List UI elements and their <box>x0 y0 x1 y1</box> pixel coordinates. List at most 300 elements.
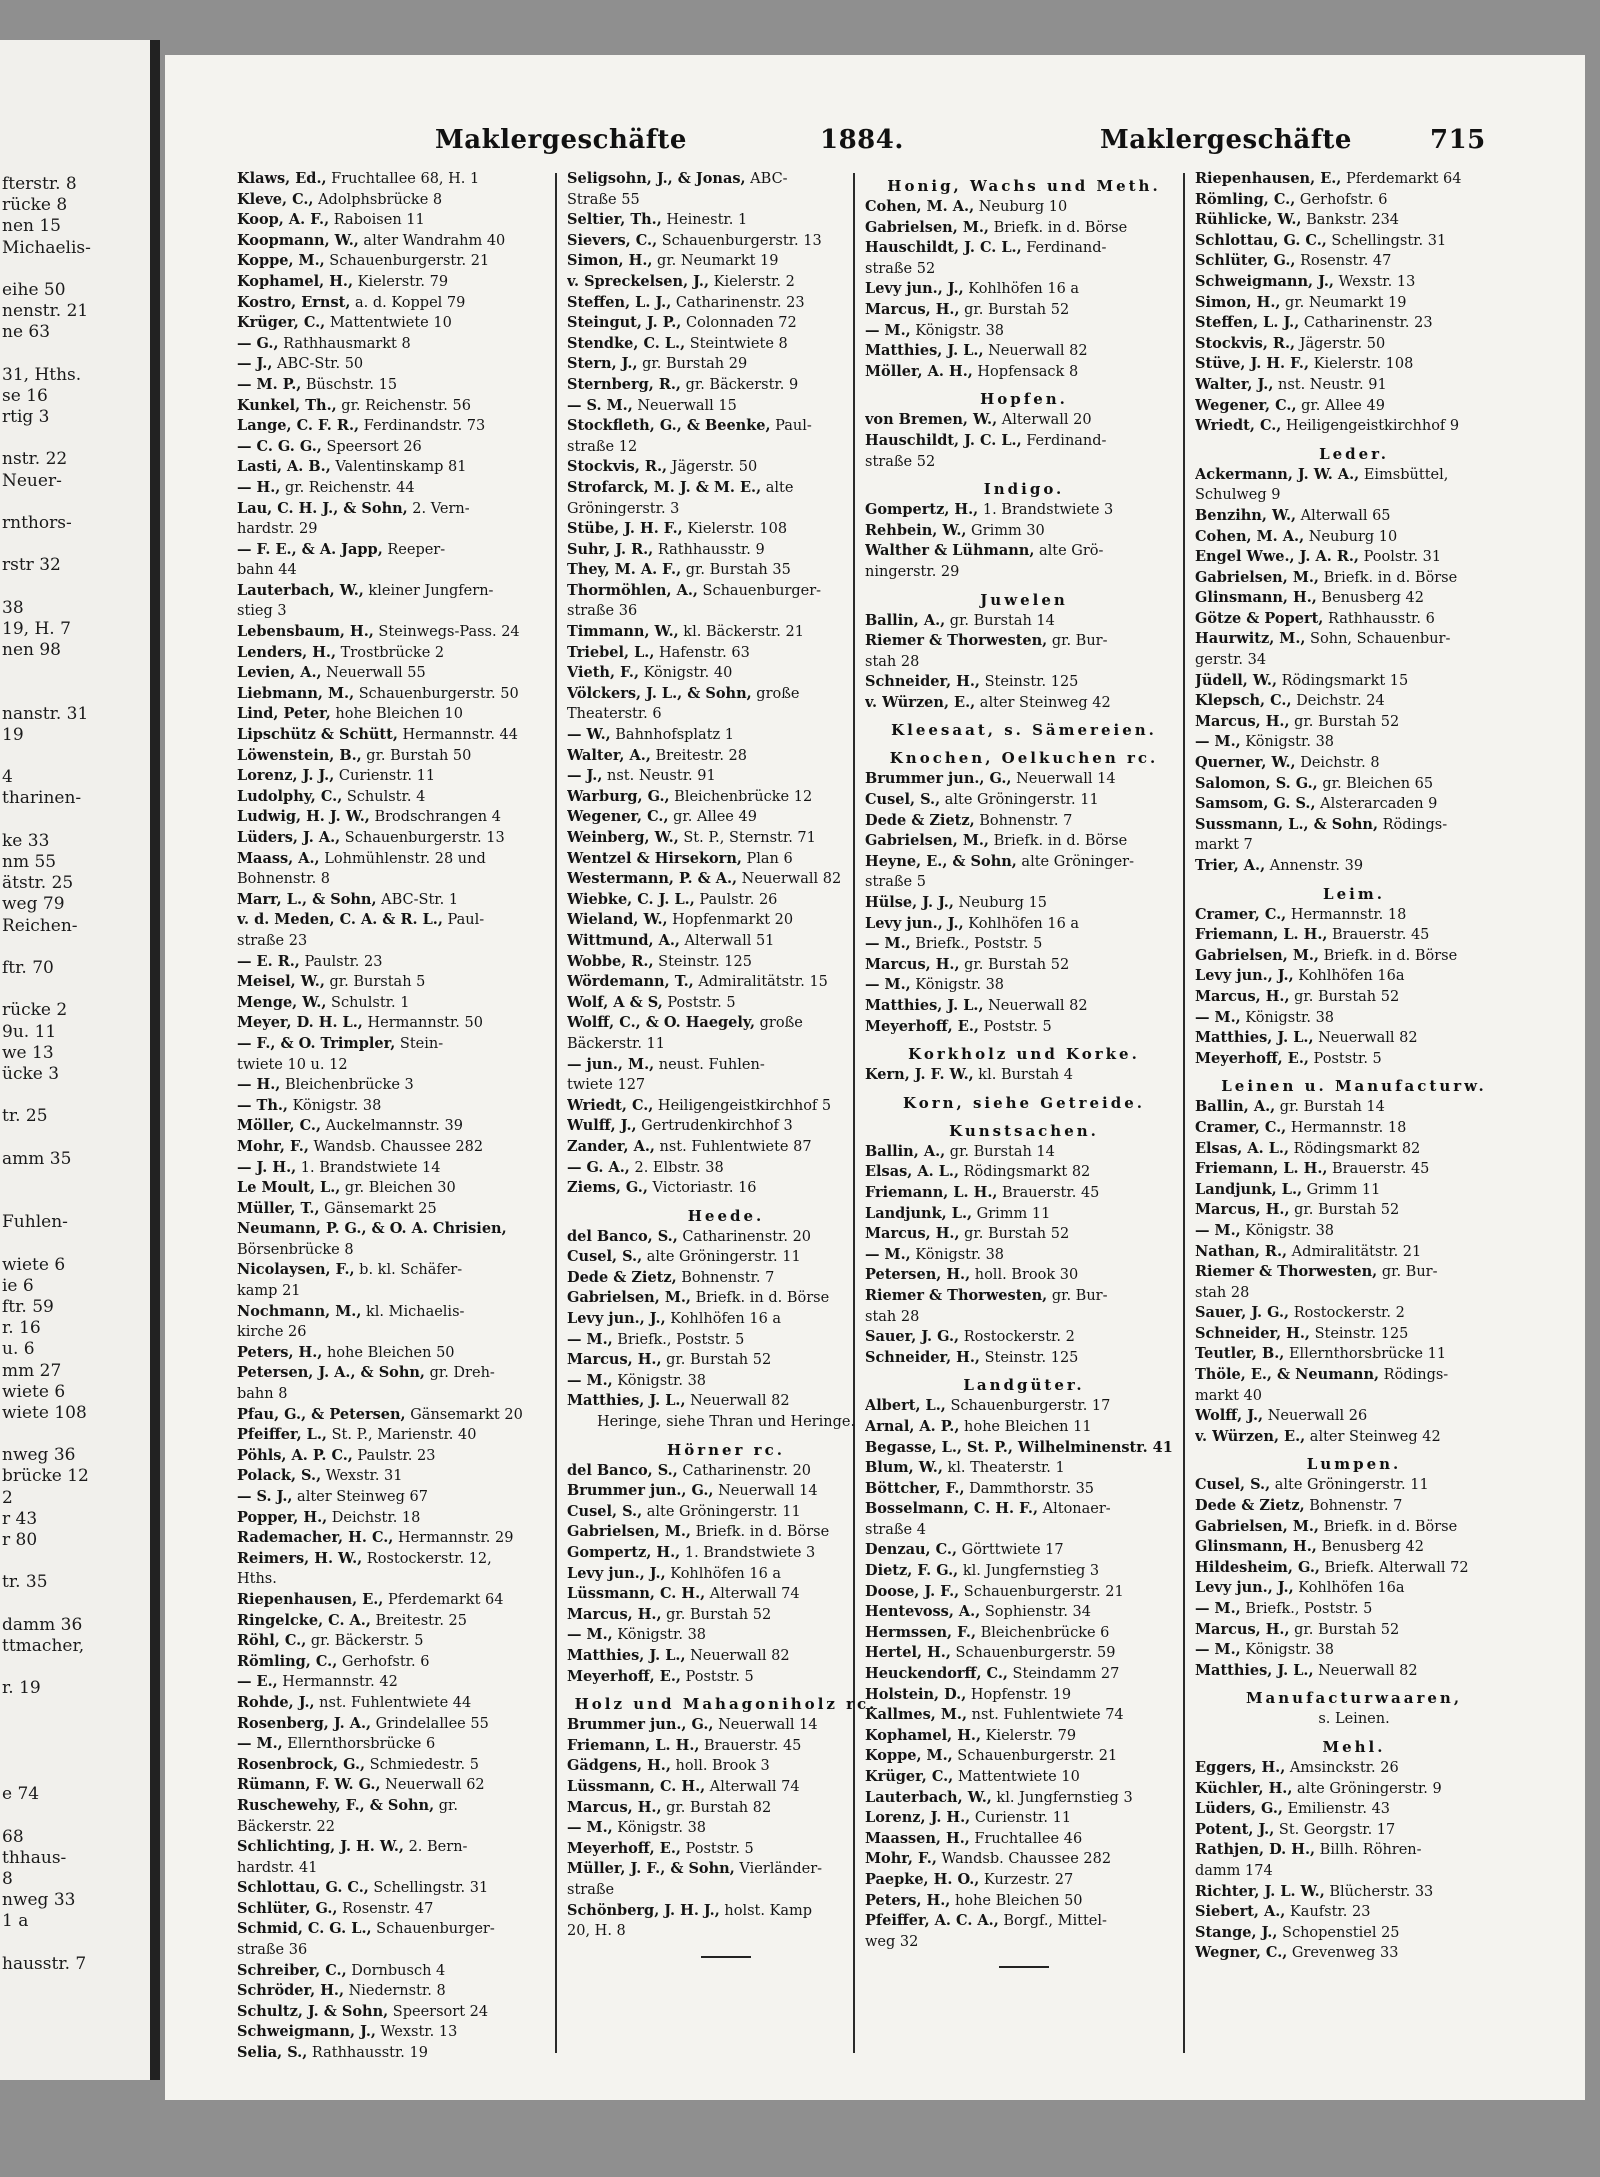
directory-entry <box>865 1685 1183 1706</box>
entry-address: Steinstr. 125 <box>653 953 752 970</box>
section-heading: Korn, siehe Getreide. <box>902 1093 1145 1112</box>
entry-name: — J., <box>567 767 603 785</box>
entry-address: gr. Burstah 52 <box>1289 1202 1400 1219</box>
entry-address: Rostockerstr. 2 <box>1289 1305 1405 1322</box>
entry-address: ABC-Str. 50 <box>272 356 364 373</box>
entry-name: Gabrielsen, M., <box>865 218 989 236</box>
column-4 <box>1195 169 1513 1964</box>
directory-entry <box>567 1667 885 1688</box>
directory-entry <box>1195 794 1513 815</box>
directory-entry <box>1195 629 1513 650</box>
directory-entry <box>865 1017 1183 1038</box>
directory-entry <box>865 1623 1183 1644</box>
entry-address: Görttwiete 17 <box>957 1542 1064 1559</box>
entry-address: Wexstr. 13 <box>375 2024 458 2041</box>
entry-name: Riepenhausen, E., <box>1195 170 1342 187</box>
directory-entry <box>1195 272 1513 293</box>
directory-entry <box>865 955 1183 976</box>
entry-name: Wieland, W., <box>567 911 668 929</box>
directory-entry <box>1195 987 1513 1008</box>
previous-page-line: nen 98 <box>2 640 61 661</box>
directory-entry <box>567 1309 885 1330</box>
directory-entry <box>865 300 1183 321</box>
entry-name: Brummer jun., G., <box>567 1482 714 1500</box>
previous-page-line <box>0 1127 150 1148</box>
previous-page-line: Reichen- <box>2 915 78 936</box>
entry-name: — J. H., <box>237 1158 297 1176</box>
entry-name: Richter, J. L. W., <box>1195 1882 1325 1900</box>
directory-entry <box>567 581 885 602</box>
page-header <box>165 125 1585 161</box>
entry-name: — E. R., <box>237 952 300 970</box>
entry-address: Poolstr. 31 <box>1358 549 1442 566</box>
directory-entry <box>237 1260 555 1281</box>
entry-address: Wandsb. Chaussee 282 <box>936 1851 1112 1868</box>
directory-entry <box>567 1391 885 1412</box>
directory-entry <box>1195 671 1513 692</box>
directory-entry <box>237 1549 555 1570</box>
directory-entry <box>865 914 1183 935</box>
entry-address: Königstr. 38 <box>1240 734 1335 751</box>
entry-name: Steffen, L. J., <box>567 293 672 311</box>
directory-entry <box>237 1487 555 1508</box>
entry-address: Königstr. 38 <box>910 322 1005 339</box>
directory-entry <box>865 1561 1183 1582</box>
entry-address: Heinestr. 1 <box>661 212 748 229</box>
entry-name: Liebmann, M., <box>237 684 355 702</box>
entry-name: Kern, J. F. W., <box>865 1066 974 1084</box>
previous-page-line <box>0 1763 150 1784</box>
directory-entry <box>567 766 885 787</box>
entry-name: Rühlicke, W., <box>1195 211 1302 229</box>
entry-name: Cusel, S., <box>567 1502 643 1520</box>
entry-address: Gerhofstr. 6 <box>337 1653 430 1670</box>
directory-entry <box>567 952 885 973</box>
entry-name: — M., <box>865 321 911 339</box>
entry-name: Ziems, G., <box>567 1179 648 1197</box>
directory-entry <box>237 972 555 993</box>
directory-entry <box>237 334 555 355</box>
directory-entry <box>567 1013 885 1034</box>
entry-name: Marcus, H., <box>865 1225 960 1243</box>
entry-name: v. Würzen, E., <box>865 693 976 711</box>
entry-name: Matthies, J. L., <box>865 997 984 1014</box>
entry-address: gr. Bäckerstr. 9 <box>680 376 799 393</box>
entry-name: Stübe, J. H. F., <box>567 520 683 538</box>
entry-name: Schreiber, C., <box>237 1961 347 1979</box>
entry-address: Ellernthorsbrücke 11 <box>1284 1346 1447 1363</box>
directory-entry <box>1195 1118 1513 1139</box>
entry-address: Rödingsmarkt 15 <box>1277 672 1409 689</box>
entry-name: v. d. Meden, C. A. & R. L., <box>237 911 443 929</box>
directory-entry <box>1195 1242 1513 1263</box>
entry-name: Meyerhoff, E., <box>865 1017 979 1035</box>
entry-name: Koopmann, W., <box>237 231 359 249</box>
entry-address: Curienstr. 11 <box>334 768 436 785</box>
entry-name: Wegener, C., <box>567 808 669 826</box>
column-divider <box>1183 173 1185 2053</box>
entry-name: Kophamel, H., <box>865 1726 981 1744</box>
entry-name: Haurwitz, M., <box>1195 630 1306 648</box>
entry-name: Wriedt, C., <box>1195 417 1282 435</box>
entry-name: — M., <box>1195 1600 1241 1617</box>
directory-entry <box>865 238 1183 259</box>
directory-entry <box>865 975 1183 996</box>
directory-entry <box>567 1543 885 1564</box>
directory-entry <box>567 828 885 849</box>
running-title-right: Maklergeschäfte <box>1100 125 1352 155</box>
entry-name: Sauer, J. G., <box>1195 1304 1290 1322</box>
directory-entry <box>567 910 885 931</box>
directory-entry <box>865 1458 1183 1479</box>
previous-page-line: brücke 12 <box>2 1466 89 1487</box>
entry-address: gr. Allee 49 <box>668 809 757 826</box>
directory-entry <box>237 2002 555 2023</box>
directory-entry <box>1195 1097 1513 1118</box>
entry-address: Steinwegs-Pass. 24 <box>373 624 520 641</box>
entry-address: Wexstr. 31 <box>321 1468 403 1485</box>
entry-name: Sussmann, L., & Sohn, <box>1195 815 1379 833</box>
entry-name: Rademacher, H. C., <box>237 1529 394 1547</box>
directory-entry <box>1195 354 1513 375</box>
directory-entry <box>237 1817 555 1838</box>
directory-entry <box>237 1672 555 1693</box>
entry-name: Siebert, A., <box>1195 1903 1286 1921</box>
directory-entry <box>865 1224 1183 1245</box>
entry-address: Kielerstr. 79 <box>981 1727 1077 1744</box>
directory-entry <box>237 1652 555 1673</box>
directory-entry <box>567 231 885 252</box>
entry-name: von Bremen, W., <box>865 411 998 429</box>
directory-entry <box>237 601 555 622</box>
directory-entry <box>865 1520 1183 1541</box>
entry-address: Neuerwall 82 <box>685 1393 790 1410</box>
entry-name: Lauterbach, W., <box>237 581 364 599</box>
directory-entry <box>567 1288 885 1309</box>
entry-address: Alterwall 74 <box>705 1586 800 1603</box>
entry-address: alte Gröningerstr. 11 <box>940 792 1099 809</box>
directory-entry <box>237 1425 555 1446</box>
entry-address: Rostockerstr. 12, <box>362 1550 492 1567</box>
directory-entry <box>1195 375 1513 396</box>
entry-address: holl. Brook 30 <box>970 1267 1079 1284</box>
previous-page-line: 8 <box>2 1869 13 1889</box>
directory-entry <box>567 622 885 643</box>
entry-address: Lohmühlenstr. 28 und <box>319 850 486 867</box>
entry-name: Wolf, A & S, <box>567 993 663 1011</box>
directory-entry <box>237 1899 555 1920</box>
entry-name: Schlottau, G. C., <box>1195 231 1327 249</box>
directory-entry <box>1195 1324 1513 1345</box>
entry-address: 1. Brandstwiete 3 <box>680 1545 816 1561</box>
entry-name: Le Moult, L., <box>237 1179 341 1197</box>
entry-name: Matthies, J. L., <box>1195 1661 1314 1679</box>
entry-name: Menge, W., <box>237 993 327 1011</box>
directory-entry <box>1195 1028 1513 1049</box>
directory-entry <box>237 1693 555 1714</box>
entry-address: Valentinskamp 81 <box>330 459 467 476</box>
entry-name: Lüders, G., <box>1195 1800 1283 1818</box>
entry-address: Alterwall 74 <box>705 1778 800 1795</box>
directory-entry <box>865 1643 1183 1664</box>
entry-name: Levy jun., J., <box>567 1310 666 1328</box>
entry-address: große <box>755 1015 803 1032</box>
entry-address: Hermannstr. 50 <box>362 1015 483 1032</box>
entry-name: Wentzel & Hirsekorn, <box>567 849 742 867</box>
entry-name: Rosenbrock, G., <box>237 1755 366 1773</box>
directory-entry <box>865 1162 1183 1183</box>
entry-address: straße 52 <box>865 260 936 277</box>
entry-name: Hertel, H., <box>865 1644 951 1662</box>
previous-page-line: tr. 25 <box>2 1106 48 1127</box>
entry-address: gr. Burstah 14 <box>945 1143 1055 1160</box>
directory-entry <box>865 631 1183 652</box>
entry-address: Breitestr. 28 <box>650 747 747 764</box>
entry-name: Heuckendorff, C., <box>865 1665 1008 1683</box>
entry-address: Neuerwall 82 <box>685 1647 790 1664</box>
entry-address: Kohlhöfen 16 a <box>665 1311 782 1328</box>
entry-name: Marcus, H., <box>865 955 960 973</box>
entry-address: Bleichenbrücke 12 <box>669 788 813 805</box>
entry-name: — M., <box>1195 1641 1241 1659</box>
directory-entry <box>237 1034 555 1055</box>
section-heading: Kleesaat, s. Sämereien. <box>891 721 1157 740</box>
directory-entry <box>567 643 885 664</box>
entry-name: Glinsmann, H., <box>1195 589 1317 607</box>
entry-name: Riemer & Thorwesten, <box>1195 1263 1378 1281</box>
entry-name: Neumann, P. G., & O. A. Chrisien, <box>237 1220 507 1238</box>
entry-address: kl. Burstah 4 <box>973 1067 1073 1084</box>
previous-page-line <box>0 577 150 598</box>
entry-name: Dede & Zietz, <box>1195 1497 1305 1515</box>
previous-page-line: hausstr. 7 <box>2 1953 87 1974</box>
entry-name: Mohr, F., <box>237 1137 309 1155</box>
entry-address: alte Gröningerstr. 11 <box>642 1503 801 1520</box>
entry-address: Neuburg 15 <box>953 895 1048 912</box>
entry-name: — F., & O. Trimpler, <box>237 1034 396 1052</box>
entry-name: Marcus, H., <box>1195 1620 1290 1638</box>
directory-entry <box>865 1540 1183 1561</box>
entry-name: Marcus, H., <box>567 1351 662 1369</box>
entry-name: Nochmann, M., <box>237 1302 362 1320</box>
entry-name: Pfeiffer, A. C. A., <box>865 1912 999 1930</box>
entry-address: Ferdinand- <box>1021 240 1107 257</box>
entry-address: Hermannstr. 29 <box>393 1530 514 1547</box>
directory-entry <box>865 452 1183 473</box>
previous-page-line <box>0 1551 150 1572</box>
entry-address: Hafenstr. 63 <box>654 644 750 661</box>
entry-address: Schauenburgerstr. 13 <box>657 232 822 249</box>
directory-entry <box>1195 1661 1513 1682</box>
directory-entry <box>237 169 555 190</box>
entry-address: Dornbusch 4 <box>346 1962 446 1979</box>
directory-entry <box>237 766 555 787</box>
entry-name: Lorenz, J. J., <box>237 767 335 785</box>
entry-address: Paul- <box>442 912 485 929</box>
entry-address: kl. Jungfernstieg 3 <box>991 1789 1133 1806</box>
directory-entry <box>237 1384 555 1405</box>
entry-address: Neuerwall 82 <box>737 871 842 888</box>
entry-address: Neuburg 10 <box>1304 528 1398 545</box>
directory-entry <box>567 272 885 293</box>
entry-address: Neuerwall 14 <box>713 1717 818 1734</box>
directory-entry <box>567 313 885 334</box>
entry-address: Schellingstr. 31 <box>368 1880 489 1897</box>
entry-name: Levy jun., J., <box>865 280 964 298</box>
entry-address: alte Gröningerstr. 11 <box>1270 1477 1429 1494</box>
directory-entry <box>237 1528 555 1549</box>
previous-page-line <box>0 492 150 513</box>
entry-address: 1. Brandstwiete 14 <box>296 1159 441 1176</box>
directory-entry <box>1195 1475 1513 1496</box>
directory-entry <box>865 672 1183 693</box>
directory-entry <box>567 354 885 375</box>
previous-page-line <box>0 1594 150 1615</box>
directory-entry <box>567 1777 885 1798</box>
previous-page-line: nen 15 <box>2 216 61 237</box>
entry-name: Matthies, J. L., <box>1195 1029 1314 1047</box>
entry-name: Jüdell, W., <box>1195 671 1278 689</box>
column-end-rule <box>999 1966 1049 1968</box>
directory-entry <box>567 1839 885 1860</box>
entry-name: — jun., M., <box>567 1055 655 1073</box>
entry-address: Emilienstr. 43 <box>1282 1801 1391 1818</box>
entry-name: Peters, H., <box>237 1343 323 1361</box>
entry-address: Königstr. 38 <box>1240 1222 1335 1239</box>
entry-name: Hauschildt, J. C. L., <box>865 239 1022 257</box>
entry-name: Ackermann, J. W. A., <box>1195 465 1360 483</box>
directory-entry <box>1195 732 1513 753</box>
previous-page-line: 9u. 11 <box>2 1021 57 1042</box>
entry-name: Sternberg, R., <box>567 375 681 393</box>
entry-address: Colonnaden 72 <box>681 315 797 332</box>
directory-entry <box>865 872 1183 893</box>
entry-name: Götze & Popert, <box>1195 609 1324 627</box>
entry-address: Neuerwall 62 <box>380 1777 485 1794</box>
entry-name: Möller, A. H., <box>865 362 973 380</box>
entry-address: kl. Jungfernstieg 3 <box>958 1563 1100 1580</box>
directory-entry <box>865 1767 1183 1788</box>
entry-address: Schauenburgerstr. 13 <box>340 830 505 846</box>
directory-entry <box>237 1611 555 1632</box>
directory-entry <box>567 993 885 1014</box>
directory-entry <box>567 437 885 458</box>
entry-name: Matthies, J. L., <box>567 1392 686 1410</box>
directory-entry <box>237 1961 555 1982</box>
entry-name: Rehbein, W., <box>865 521 967 539</box>
entry-address: Paulstr. 26 <box>694 891 778 908</box>
directory-entry <box>567 1798 885 1819</box>
directory-entry <box>1195 1578 1513 1599</box>
column-2 <box>567 169 885 1972</box>
directory-entry <box>237 375 555 396</box>
entry-address: Rödingsmarkt 82 <box>959 1164 1091 1181</box>
entry-name: Meyerhoff, E., <box>567 1667 681 1685</box>
directory-entry <box>1195 835 1513 856</box>
entry-address: Börsenbrücke 8 <box>237 1241 354 1258</box>
directory-entry <box>1195 905 1513 926</box>
entry-address: Briefk., Poststr. 5 <box>612 1331 745 1348</box>
directory-entry <box>1195 650 1513 671</box>
entry-address: gr. Burstah 50 <box>361 747 472 764</box>
entry-address: Steinstr. 125 <box>979 674 1079 691</box>
entry-address: Poststr. 5 <box>662 994 736 1011</box>
entry-name: Rohde, J., <box>237 1693 315 1711</box>
previous-page-fragment <box>0 40 160 2080</box>
entry-address: Rathhausmarkt 8 <box>278 335 411 352</box>
entry-name: Doose, J. F., <box>865 1582 960 1600</box>
directory-entry <box>567 478 885 499</box>
directory-entry <box>1195 1861 1513 1882</box>
entry-address: kl. Bäckerstr. 21 <box>678 624 804 641</box>
entry-name: Cohen, M. A., <box>865 198 975 215</box>
directory-entry <box>865 1911 1183 1932</box>
entry-name: Meyerhoff, E., <box>1195 1049 1309 1067</box>
entry-name: Brummer jun., G., <box>865 770 1012 788</box>
directory-entry <box>865 1286 1183 1307</box>
directory-entry <box>567 1137 885 1158</box>
directory-entry <box>865 1664 1183 1685</box>
directory-entry <box>237 1734 555 1755</box>
entry-address: Catharinenstr. 20 <box>677 1462 812 1479</box>
directory-entry <box>567 746 885 767</box>
entry-name: Gabrielsen, M., <box>1195 568 1319 586</box>
directory-entry <box>567 1921 885 1942</box>
entry-address: Brauerstr. 45 <box>997 1184 1100 1201</box>
directory-entry <box>237 354 555 375</box>
previous-page-line: 19, H. 7 <box>2 618 71 639</box>
entry-address: kleiner Jungfern- <box>363 582 494 599</box>
entry-address: Vierländer- <box>734 1861 823 1878</box>
entry-address: Heiligengeistkirchhof 5 <box>653 1097 832 1114</box>
directory-entry <box>1195 1820 1513 1841</box>
entry-address: Heiligengeistkirchhof 9 <box>1281 418 1460 435</box>
column-divider <box>555 173 557 2053</box>
entry-address: Schulstr. 1 <box>326 994 410 1011</box>
entry-name: Hauschildt, J. C. L., <box>865 431 1022 449</box>
entry-address: hohe Bleichen 11 <box>959 1418 1092 1435</box>
previous-page-line: ie 6 <box>2 1275 34 1296</box>
directory-entry <box>865 893 1183 914</box>
entry-name: Thormöhlen, A., <box>567 581 698 599</box>
entry-name: Pfeiffer, L., <box>237 1426 327 1444</box>
entry-name: Gompertz, H., <box>865 501 979 519</box>
entry-address: Curienstr. 11 <box>970 1810 1072 1827</box>
entry-address: nst. Fuhlentwiete 87 <box>654 1138 812 1155</box>
entry-address: hohe Bleichen 10 <box>330 706 463 723</box>
entry-name: — J., <box>237 355 273 373</box>
entry-name: Potent, J., <box>1195 1820 1275 1838</box>
directory-entry <box>865 1582 1183 1603</box>
directory-entry <box>1195 1303 1513 1324</box>
entry-address: Königstr. 38 <box>910 977 1005 994</box>
directory-entry <box>567 1350 885 1371</box>
entry-address: Adolphsbrücke 8 <box>313 191 443 208</box>
directory-entry <box>237 1158 555 1179</box>
directory-entry <box>865 500 1183 521</box>
entry-address: kl. Theaterstr. 1 <box>942 1460 1065 1477</box>
entry-address: Kurzestr. 27 <box>979 1871 1074 1888</box>
entry-address: Kohlhöfen 16a <box>1293 968 1405 985</box>
directory-entry <box>567 1564 885 1585</box>
directory-entry <box>237 643 555 664</box>
entry-address: Grimm 30 <box>966 522 1045 539</box>
entry-name: Matthies, J. L., <box>865 342 984 360</box>
directory-entry <box>237 746 555 767</box>
entry-address: gr. <box>434 1797 458 1814</box>
entry-address: nst. Neustr. 91 <box>602 768 716 785</box>
directory-entry <box>1195 293 1513 314</box>
